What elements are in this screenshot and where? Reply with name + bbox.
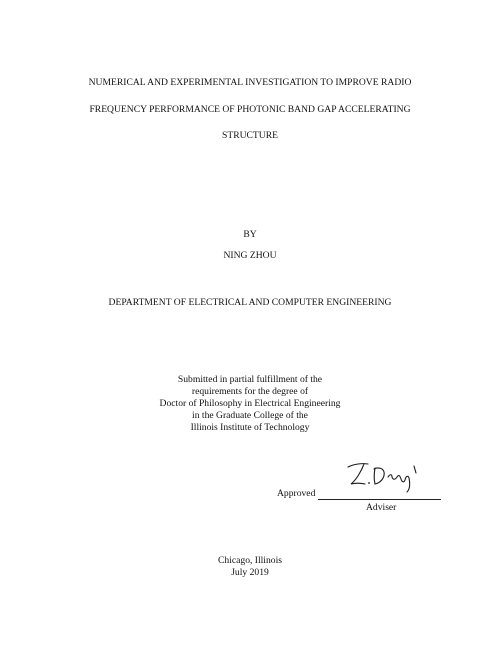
submission-date: July 2019	[231, 567, 269, 578]
submission-line-5: Illinois Institute of Technology	[190, 422, 310, 433]
department-name: DEPARTMENT OF ELECTRICAL AND COMPUTER ENGINEERING	[108, 297, 392, 308]
submission-line-1: Submitted in partial fulfillment of the	[177, 374, 323, 385]
approval-block	[0, 455, 500, 515]
approved-label: Approved	[277, 488, 316, 499]
thesis-title-line-3: STRUCTURE	[222, 130, 278, 141]
submission-line-3: Doctor of Philosophy in Electrical Engineering	[159, 398, 341, 409]
adviser-label: Adviser	[366, 502, 397, 513]
adviser-signature	[344, 459, 424, 495]
author-name: NING ZHOU	[223, 250, 277, 261]
thesis-title-line-1: NUMERICAL AND EXPERIMENTAL INVESTIGATION TO IMPROVE RADIO	[88, 77, 412, 88]
thesis-title-line-2: FREQUENCY PERFORMANCE OF PHOTONIC BAND GAP ACCELERATING	[89, 104, 411, 115]
by-label: BY	[243, 229, 257, 240]
location: Chicago, Illinois	[218, 555, 282, 566]
submission-line-2: requirements for the degree of	[191, 386, 309, 397]
signature-line	[318, 499, 441, 500]
submission-line-4: in the Graduate College of the	[192, 410, 308, 421]
